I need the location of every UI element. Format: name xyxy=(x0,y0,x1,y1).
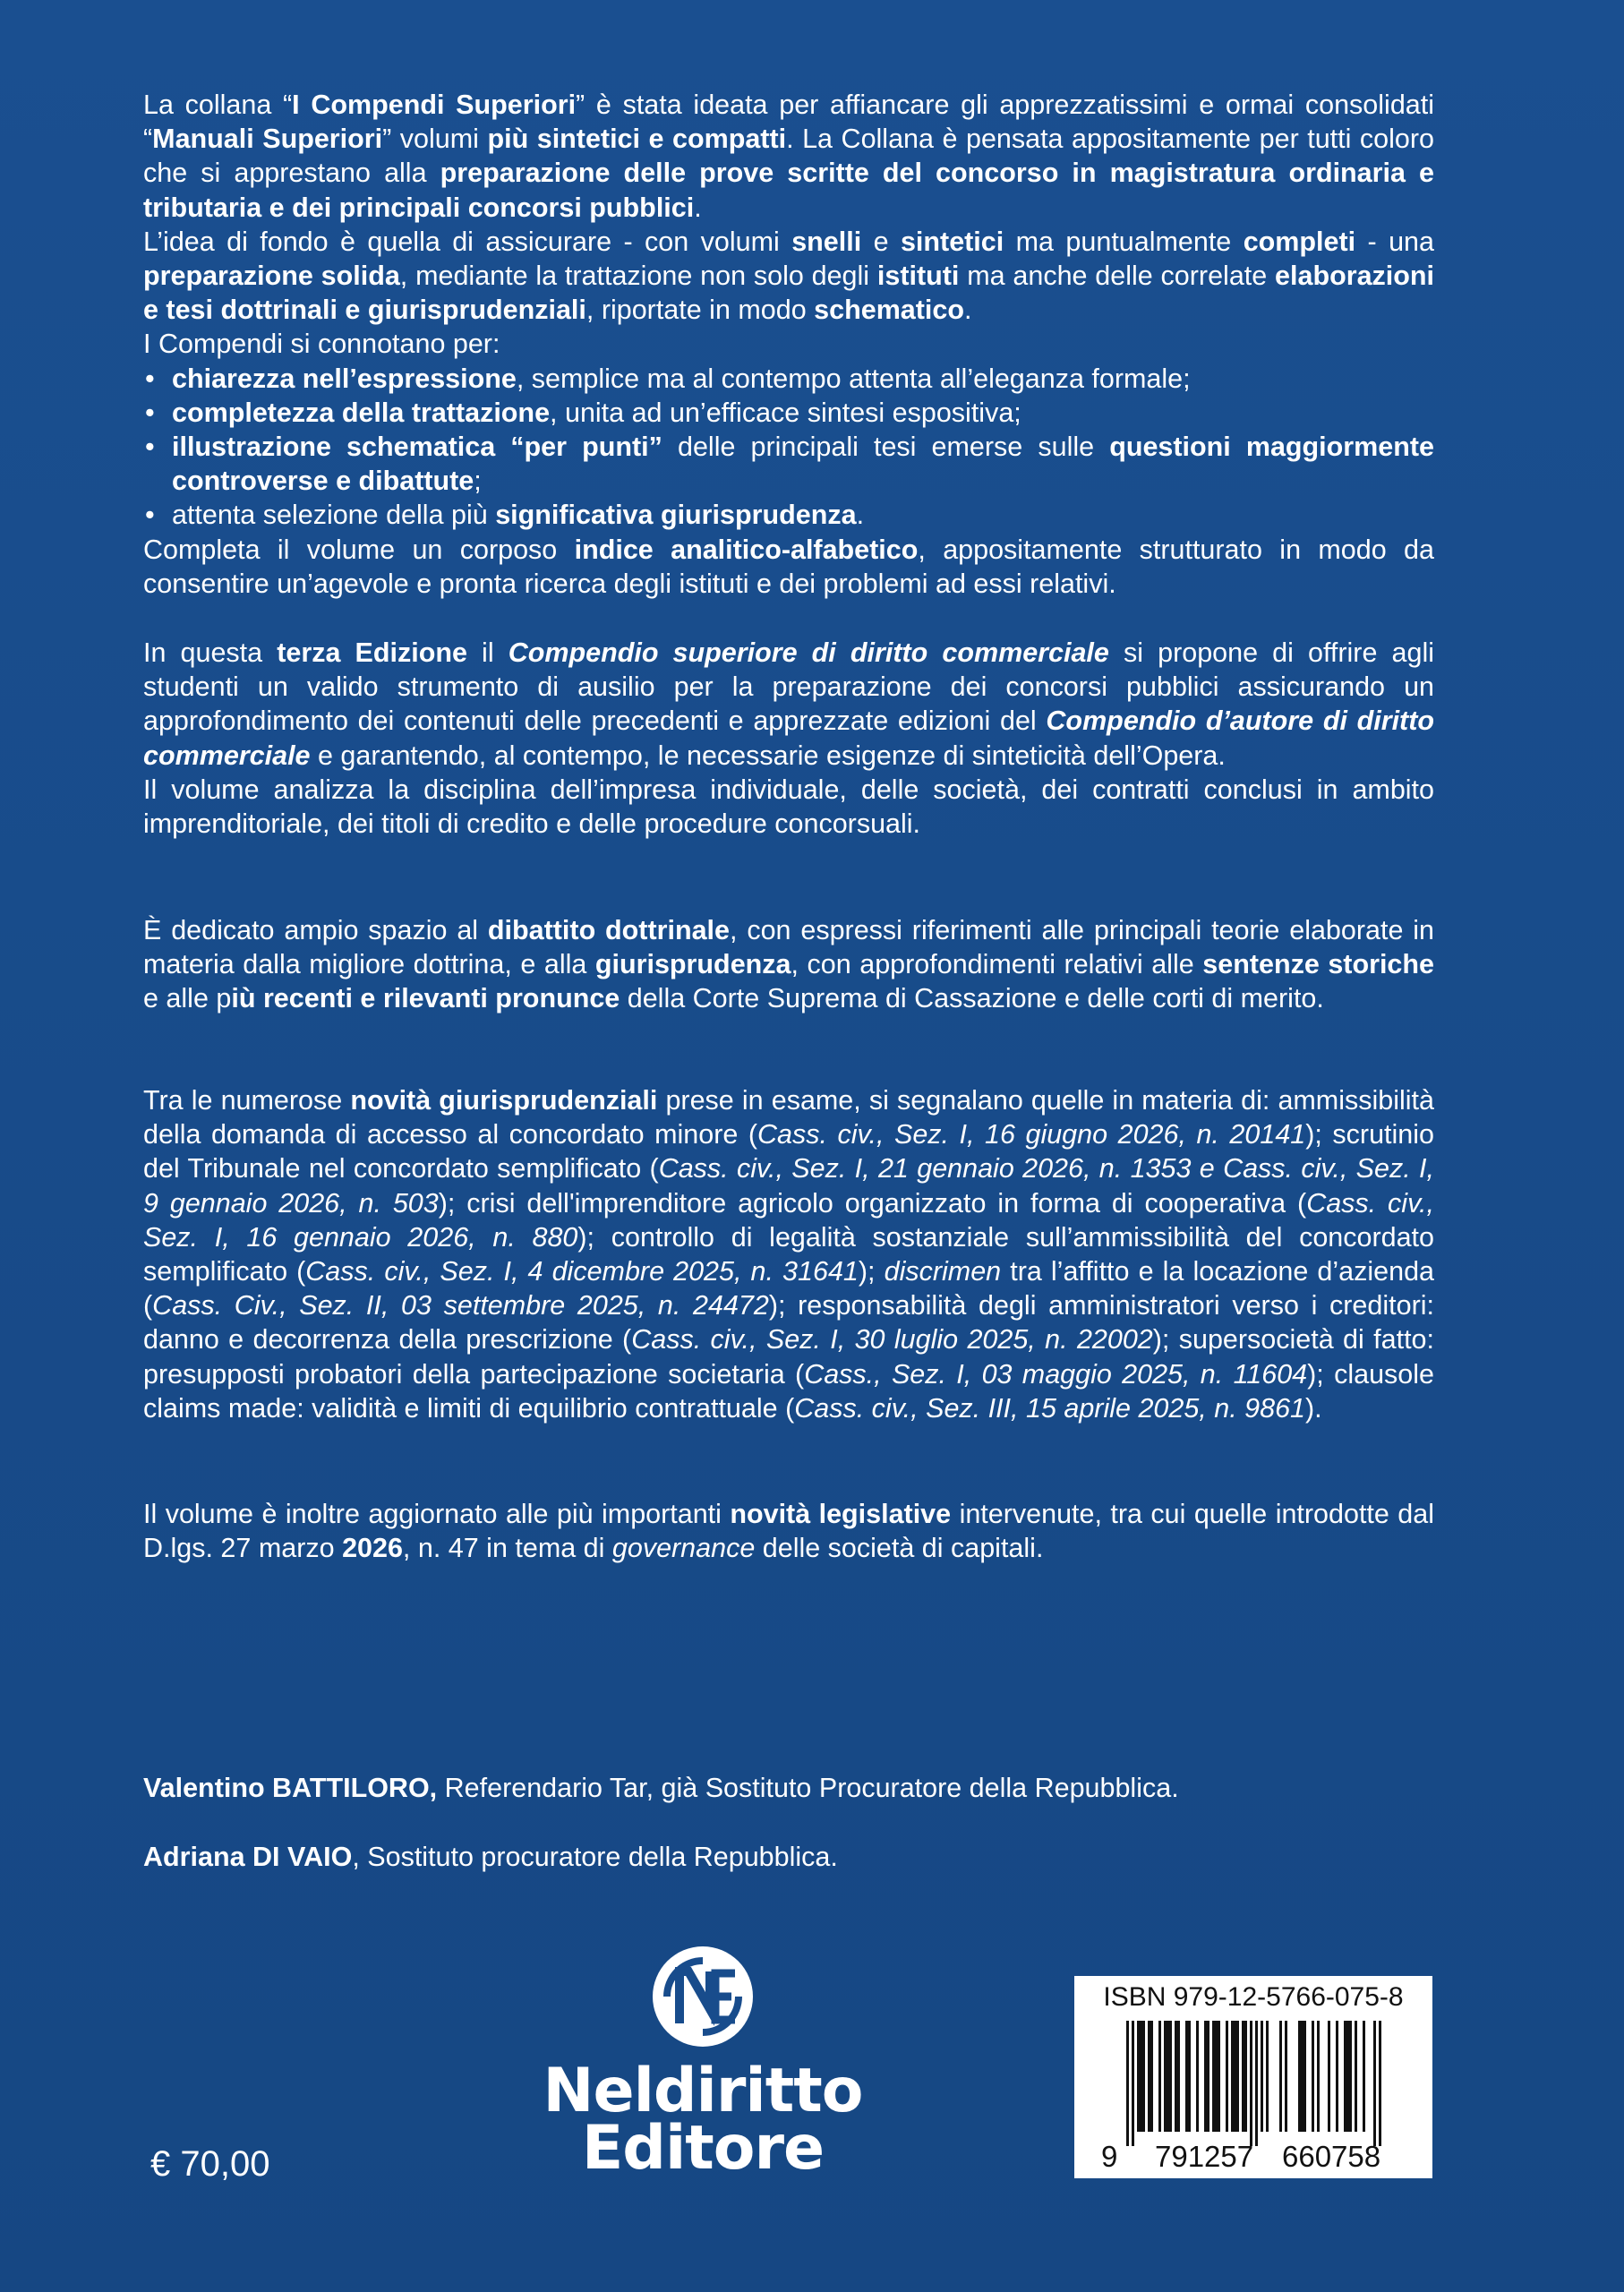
author-2 xyxy=(143,1840,1434,1874)
barcode-bar xyxy=(1266,2021,1269,2132)
barcode-bar xyxy=(1336,2021,1338,2132)
barcode-bar xyxy=(1317,2021,1320,2132)
barcode-bar xyxy=(1204,2021,1207,2132)
feature-item: • completezza della trattazione, unita ad un’efficace sintesi espositiva; xyxy=(143,396,1434,430)
edition-paragraph-2: Il volume analizza la disciplina dell’impresa individuale, delle società, dei contratti conclusi in ambito imprenditoriale, dei titoli di credito e delle procedure concorsuali. xyxy=(143,774,1434,840)
legislation-section xyxy=(143,1497,1434,1565)
barcode-bars xyxy=(1074,2021,1432,2146)
intro-section xyxy=(143,88,1434,601)
barcode-bar xyxy=(1349,2021,1352,2132)
price-label: € 70,00 xyxy=(150,2144,270,2184)
barcode-bar xyxy=(1344,2021,1346,2132)
barcode-bar xyxy=(1212,2021,1215,2132)
intro-paragraph-1: La collana “I Compendi Superiori” è stata ideata per affiancare gli apprezzatissimi e ormai consolidati “Manuali Superiori” volumi più sintetici e compatti. La Collana è pensata appositamente per tutti coloro che si apprestano alla preparazione delle prove scritte del concorso in magistratura ordinaria e tributaria e dei principali concorsi pubblici. xyxy=(143,90,1435,223)
isbn-number: ISBN 979-12-5766-075-8 xyxy=(1103,1982,1404,2012)
feature-item: • attenta selezione della più significativa giurisprudenza. xyxy=(143,498,1434,532)
barcode-digit-group: 9 xyxy=(1101,2140,1118,2173)
barcode-bar xyxy=(1255,2021,1258,2146)
publisher-logo xyxy=(533,1943,873,2185)
feature-item: • illustrazione schematica “per punti” delle principali tesi emerse sulle questioni maggiormente controverse e dibattute; xyxy=(143,430,1434,498)
barcode-bar xyxy=(1132,2021,1134,2146)
barcode-bar xyxy=(1328,2021,1330,2132)
author-name: Adriana DI VAIO xyxy=(143,1842,353,1872)
barcode-bar xyxy=(1301,2021,1303,2132)
barcode-bar xyxy=(1164,2021,1167,2132)
barcode-bar xyxy=(1279,2021,1282,2132)
barcode-bar xyxy=(1261,2021,1263,2132)
author-role: , Sostituto procuratore della Repubblica. xyxy=(352,1842,838,1872)
barcode-bar xyxy=(1379,2021,1381,2146)
author-name: Valentino BATTILORO, xyxy=(143,1773,438,1803)
barcode-bar xyxy=(1346,2021,1349,2132)
barcode-bar xyxy=(1196,2021,1199,2132)
barcode-bar xyxy=(1177,2021,1180,2132)
barcode-bar xyxy=(1207,2021,1209,2132)
barcode-bar xyxy=(1312,2021,1314,2132)
barcode-bar xyxy=(1355,2021,1357,2132)
edition-paragraph-1: In questa terza Edizione il Compendio superiore di diritto commerciale si propone di offrire agli studenti un valido strumento di ausilio per la preparazione dei concorsi pubblici assicurando un approfondimento dei contenuti delle precedenti e apprezzate edizioni del Compendio d’autore di diritto commerciale e garantendo, al contempo, le necessarie esigenze di sinteticità dell’Opera. xyxy=(143,637,1434,771)
case-law-section xyxy=(143,1083,1434,1425)
barcode-bar xyxy=(1137,2021,1140,2132)
barcode-bar xyxy=(1126,2021,1129,2146)
barcode-bar xyxy=(1150,2021,1153,2132)
doctrine-paragraph: È dedicato ampio spazio al dibattito dottrinale, con espressi riferimenti alle principali teorie elaborate in materia dalla migliore dottrina, e alla giurisprudenza, con approfondimenti relativi alle sentenze storiche e alle più recenti e rilevanti pronunce della Corte Suprema di Cassazione e delle corti di merito. xyxy=(143,915,1435,1014)
barcode-bar xyxy=(1236,2021,1239,2132)
barcode-bar xyxy=(1140,2021,1142,2132)
barcode-bar xyxy=(1185,2021,1188,2132)
barcode-bar xyxy=(1298,2021,1301,2132)
barcode-bar xyxy=(1218,2021,1220,2132)
barcode-bar xyxy=(1169,2021,1172,2132)
barcode-digit-group: 791257 xyxy=(1155,2140,1254,2173)
publisher-name-line-1: Neldiritto xyxy=(543,2056,863,2126)
barcode-bar xyxy=(1373,2021,1376,2146)
edition-section xyxy=(143,636,1434,841)
barcode-bar xyxy=(1158,2021,1161,2132)
author-role: Referendario Tar, già Sostituto Procuratore della Repubblica. xyxy=(437,1773,1179,1803)
barcode-bar xyxy=(1234,2021,1236,2132)
intro-paragraph-2: L’idea di fondo è quella di assicurare - con volumi snelli e sintetici ma puntualmente completi - una preparazione solida, mediante la trattazione non solo degli istituti ma anche delle correlate elaborazioni e tesi dottrinali e giurisprudenziali, riportate in modo schematico. xyxy=(143,226,1434,326)
barcode-bar xyxy=(1226,2021,1228,2132)
barcode-bar xyxy=(1167,2021,1169,2132)
barcode-bar xyxy=(1175,2021,1177,2132)
doctrine-section xyxy=(143,913,1434,1016)
barcode-bar xyxy=(1363,2021,1365,2132)
barcode-bar xyxy=(1142,2021,1145,2132)
publisher-logo-mark-icon xyxy=(649,1943,756,2050)
barcode-bar xyxy=(1148,2021,1150,2132)
barcode-bar xyxy=(1303,2021,1306,2132)
intro-paragraph-4: Completa il volume un corposo indice analitico-alfabetico, appositamente strutturato in modo da consentire un’agevole e pronta ricerca degli istituti e dei problemi ad essi relativi. xyxy=(143,534,1434,599)
publisher-name-line-2: Editore xyxy=(581,2113,825,2184)
intro-paragraph-3: I Compendi si connotano per: xyxy=(143,329,500,360)
barcode-bar xyxy=(1231,2021,1234,2132)
barcode-bar xyxy=(1244,2021,1247,2132)
barcode-bar xyxy=(1242,2021,1244,2132)
barcode-bar xyxy=(1250,2021,1252,2146)
barcode-bar xyxy=(1188,2021,1191,2132)
feature-list xyxy=(143,362,1434,533)
feature-item: • chiarezza nell’espressione, semplice ma al contempo attenta all’eleganza formale; xyxy=(143,362,1434,396)
author-1 xyxy=(143,1771,1434,1805)
isbn-barcode xyxy=(1074,1976,1432,2178)
barcode-bar xyxy=(1285,2021,1287,2132)
barcode-bar xyxy=(1215,2021,1218,2132)
barcode-digit-group: 660758 xyxy=(1282,2140,1381,2173)
case-law-paragraph: Tra le numerose novità giurisprudenziali prese in esame, si segnalano quelle in materia di: ammissibilità della domanda di accesso al concordato minore (Cass. civ., Sez. I, 16 giugno 2026, n. 20141); scrutinio del Tribunale nel concordato semplificato (Cass. civ., Sez. I, 21 gennaio 2026, n. 1353 e Cass. civ., Sez. I, 9 gennaio 2026, n. 503); crisi dell'imprenditore agricolo organizzato in forma di cooperativa (Cass. civ., Sez. I, 16 gennaio 2026, n. 880); controllo di legalità sostanziale sull’ammissibilità del concordato semplificato (Cass. civ., Sez. I, 4 dicembre 2025, n. 31641); discrimen tra l’affitto e la locazione d’azienda (Cass. Civ., Sez. II, 03 settembre 2025, n. 24472); responsabilità degli amministratori verso i creditori: danno e decorrenza della prescrizione (Cass. civ., Sez. I, 30 luglio 2025, n. 22002); supersocietà di fatto: presupposti probatori della partecipazione societaria (Cass., Sez. I, 03 maggio 2025, n. 11604); clausole claims made: validità e limiti di equilibrio contrattuale (Cass. civ., Sez. III, 15 aprile 2025, n. 9861). xyxy=(143,1085,1435,1424)
legislation-paragraph: Il volume è inoltre aggiornato alle più importanti novità legislative intervenute, tra cui quelle introdotte dal D.lgs. 27 marzo 2026, n. 47 in tema di governance delle società di capitali. xyxy=(143,1499,1434,1564)
